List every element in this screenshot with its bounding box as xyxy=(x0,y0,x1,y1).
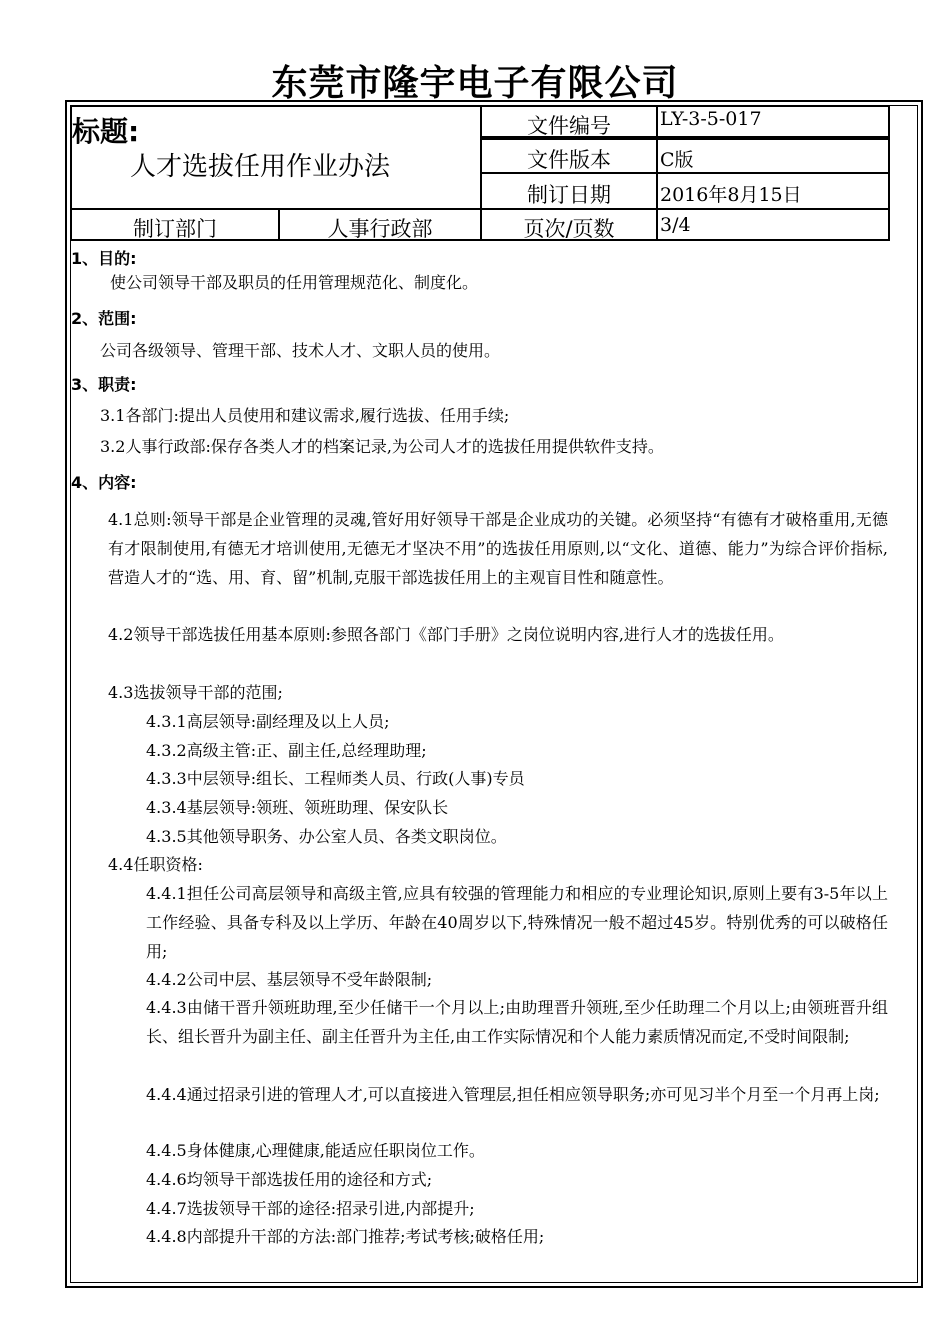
purpose-text: 使公司领导干部及职员的任用管理规范化、制度化。 xyxy=(110,273,479,292)
dept-value: 人事行政部 xyxy=(327,217,433,241)
content-4-4-3: 4.4.3由储干晋升领班助理,至少任储干一个月以上;由助理晋升领班,至少任助理二个月以上;由领班晋升组长、组长晋升为副主任、副主任晋升为主任,由工作实际情况和个人能力素质情况而定,不受时间限制; xyxy=(146,998,888,1046)
doc-no-value: LY-3-5-017 xyxy=(660,108,762,130)
scope-text: 公司各级领导、管理干部、技术人才、文职人员的使用。 xyxy=(100,341,501,360)
content-4-4-1: 4.4.1担任公司高层领导和高级主管,应具有较强的管理能力和相应的专业理论知识,原则上要有3-5年以上工作经验、具备专科及以上学历、年龄在40周岁以下,特殊情况一般不超过45岁。特别优秀的可以破格任用; xyxy=(146,884,888,961)
content-4-3-5: 4.3.5其他领导职务、办公室人员、各类文职岗位。 xyxy=(146,827,507,846)
page-value: 3/4 xyxy=(660,214,691,236)
content-4-4-8: 4.4.8内部提升干部的方法:部门推荐;考试考核;破格任用; xyxy=(146,1227,545,1246)
section-purpose-title: 1、目的: xyxy=(71,249,137,268)
content-4-2 xyxy=(108,620,888,649)
date-value: 2016年8月15日 xyxy=(660,184,802,206)
duty-3-1: 3.1各部门:提出人员使用和建议需求,履行选拔、任用手续; xyxy=(100,406,510,425)
section-content-title: 4、内容: xyxy=(71,473,137,492)
content-4-3-4: 4.3.4基层领导:领班、领班助理、保安队长 xyxy=(146,798,449,817)
page-label: 页次/页数 xyxy=(523,217,615,241)
version-label: 文件版本 xyxy=(527,148,611,172)
dept-label: 制订部门 xyxy=(133,217,217,241)
content-4-3-2: 4.3.2高级主管:正、副主任,总经理助理; xyxy=(146,741,427,760)
content-4-3-3: 4.3.3中层领导:组长、工程师类人员、行政(人事)专员 xyxy=(146,769,525,788)
content-4-1 xyxy=(108,505,888,592)
title-label: 标题: xyxy=(72,115,140,148)
section-duty-title: 3、职责: xyxy=(71,375,137,394)
content-4-4: 4.4任职资格: xyxy=(108,855,203,874)
content-4-4-4: 4.4.4通过招录引进的管理人才,可以直接进入管理层,担任相应领导职务;亦可见习半个月至一个月再上岗; xyxy=(146,1085,880,1104)
content-4-4-2: 4.4.2公司中层、基层领导不受年龄限制; xyxy=(146,970,433,989)
section-scope-title: 2、范围: xyxy=(71,309,137,328)
content-4-3-1: 4.3.1高层领导:副经理及以上人员; xyxy=(146,712,390,731)
date-label: 制订日期 xyxy=(527,183,611,207)
version-value: C版 xyxy=(660,149,694,171)
content-4-3: 4.3选拔领导干部的范围; xyxy=(108,683,283,702)
company-name: 东莞市隆宇电子有限公司 xyxy=(271,63,679,104)
content-4-1-text: 4.1总则:领导干部是企业管理的灵魂,管好用好领导干部是企业成功的关键。必须坚持“有德有才破格重用,无德有才限制使用,有德无才培训使用,无德无才坚决不用”的选拔任用原则,以“文化、道德、能力”为综合评价指标,营造人才的“选、用、育、留”机制,克服干部选拔任用上的主观盲目性和随意性。 xyxy=(108,510,888,587)
duty-3-2: 3.2人事行政部:保存各类人才的档案记录,为公司人才的选拔任用提供软件支持。 xyxy=(100,437,664,456)
content-4-4-6: 4.4.6均领导干部选拔任用的途径和方式; xyxy=(146,1170,433,1189)
page-value-cell xyxy=(656,208,890,241)
content-4-4-5: 4.4.5身体健康,心理健康,能适应任职岗位工作。 xyxy=(146,1141,485,1160)
doc-no-label: 文件编号 xyxy=(527,114,611,138)
content-4-2-text: 4.2领导干部选拔任用基本原则:参照各部门《部门手册》之岗位说明内容,进行人才的选拔任用。 xyxy=(108,625,784,644)
document-title: 人才选拔任用作业办法 xyxy=(130,152,391,182)
content-4-4-7: 4.4.7选拔领导干部的途径:招录引进,内部提升; xyxy=(146,1199,475,1218)
